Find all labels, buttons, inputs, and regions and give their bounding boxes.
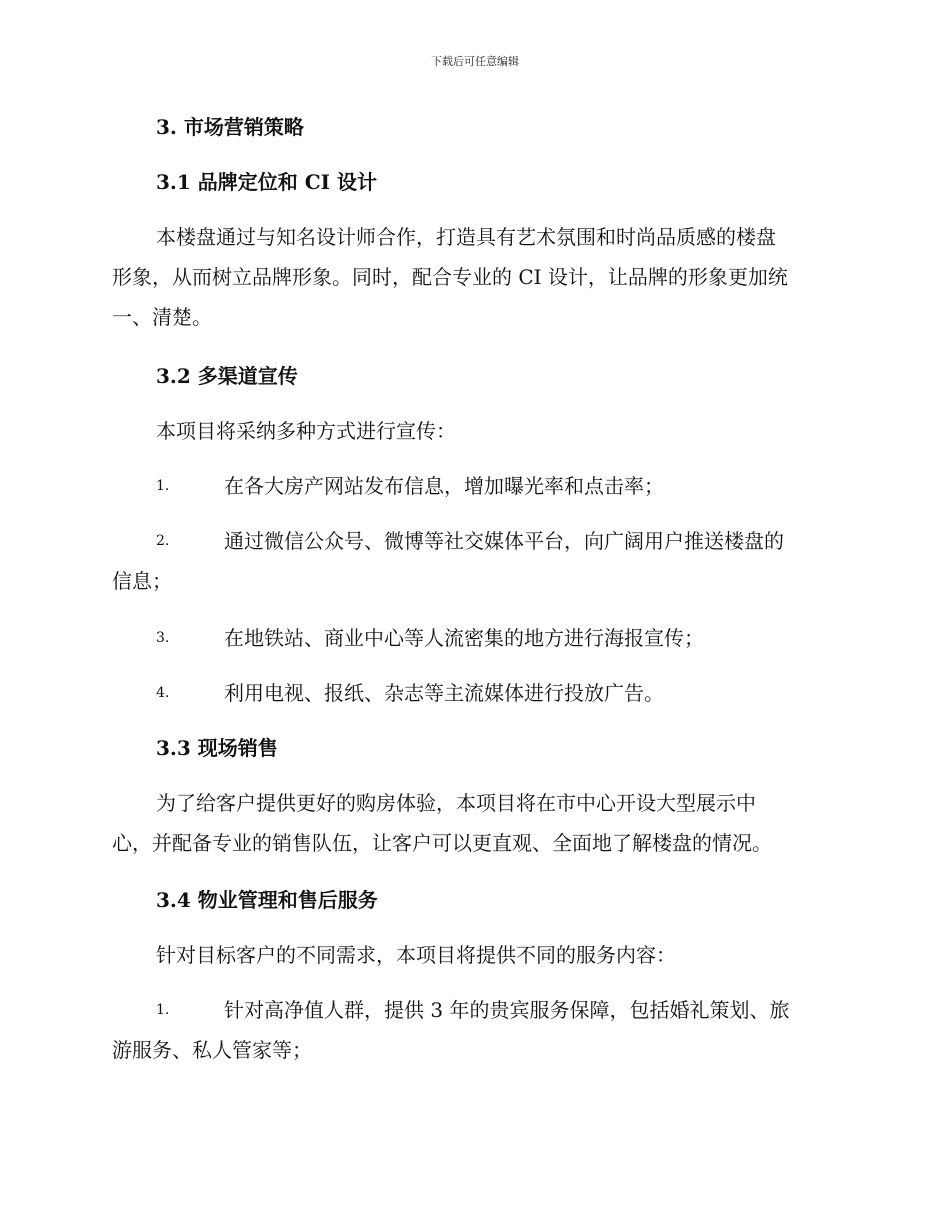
list-item — [112, 673, 842, 713]
list-text-continued: 游服务、私人管家等； — [112, 1038, 312, 1062]
list-item — [112, 466, 842, 506]
section-3-1-title: 3.1 品牌定位和 CI 设计 — [156, 170, 377, 194]
section-3-4-title: 3.4 物业管理和售后服务 — [156, 888, 378, 912]
list-number: 1. — [156, 478, 170, 494]
list-number: 4. — [156, 685, 170, 701]
paragraph-line: 为了给客户提供更好的购房体验，本项目将在市中心开设大型展示中 — [156, 791, 756, 815]
list-text: 针对高净值人群，提供 3 年的贵宾服务保障，包括婚礼策划、旅 — [224, 998, 790, 1022]
paragraph-line: 形象，从而树立品牌形象。同时，配合专业的 CI 设计，让品牌的形象更加统 — [112, 265, 788, 289]
list-item — [112, 521, 842, 601]
paragraph-line: 心，并配备专业的销售队伍，让客户可以更直观、全面地了解楼盘的情况。 — [112, 831, 772, 855]
section-3-4-intro: 针对目标客户的不同需求，本项目将提供不同的服务内容： — [156, 943, 676, 967]
list-text: 在各大房产网站发布信息，增加曝光率和点击率； — [224, 474, 664, 498]
page-header-note: 下载后可任意编辑 — [431, 55, 519, 68]
list-number: 2. — [156, 533, 170, 549]
paragraph-line: 本楼盘通过与知名设计师合作，打造具有艺术氛围和时尚品质感的楼盘 — [156, 225, 776, 249]
section-3-2-intro: 本项目将采纳多种方式进行宣传： — [156, 419, 456, 443]
list-text: 在地铁站、商业中心等人流密集的地方进行海报宣传； — [224, 626, 704, 650]
list-text-continued: 信息； — [112, 569, 172, 593]
list-text: 通过微信公众号、微博等社交媒体平台，向广阔用户推送楼盘的 — [224, 529, 784, 553]
list-text: 利用电视、报纸、杂志等主流媒体进行投放广告。 — [224, 681, 664, 705]
section-3-1-paragraph — [112, 217, 842, 337]
paragraph-line: 一、清楚。 — [112, 305, 212, 329]
section-3-3-paragraph — [112, 783, 842, 863]
section-3-title: 3. 市场营销策略 — [156, 115, 304, 139]
list-item — [112, 990, 842, 1070]
section-3-3-title: 3.3 现场销售 — [156, 736, 278, 760]
list-number: 3. — [156, 630, 170, 646]
list-item — [112, 618, 842, 658]
section-3-2-title: 3.2 多渠道宣传 — [156, 364, 298, 388]
list-number: 1. — [156, 1002, 170, 1018]
